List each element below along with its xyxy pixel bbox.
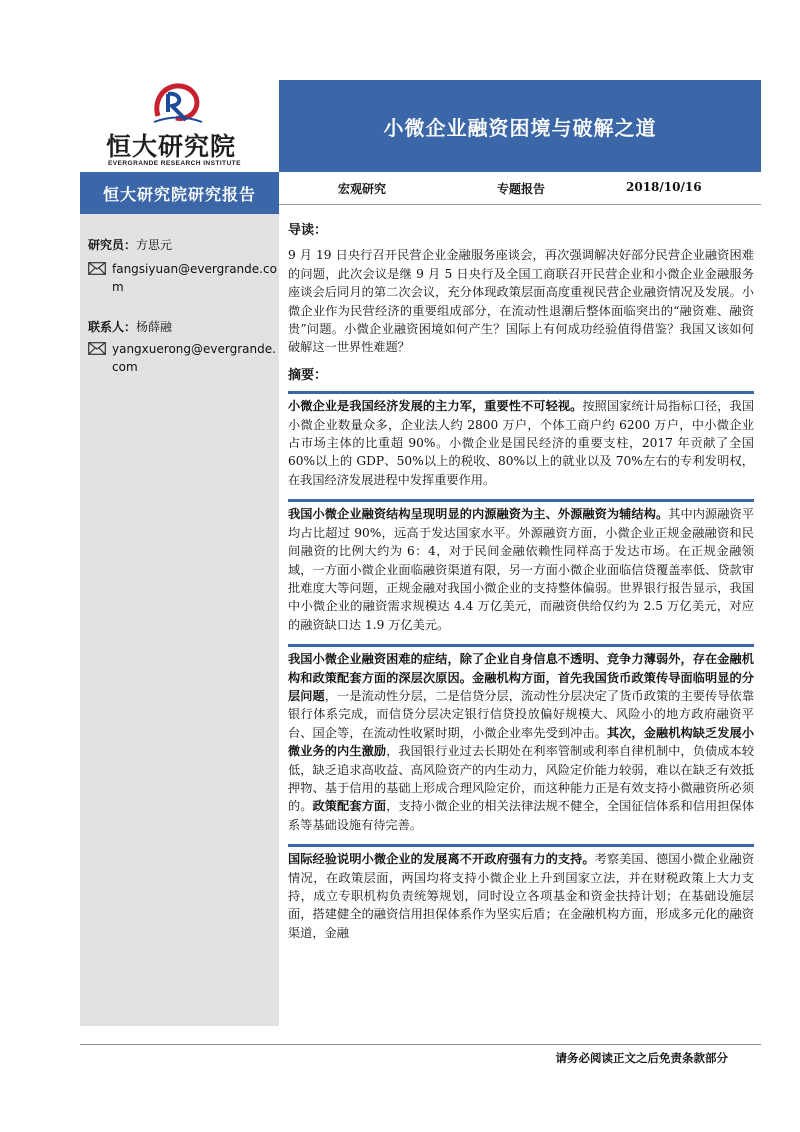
contact (88, 318, 172, 335)
main-content (288, 222, 754, 952)
section-text: 其中内源融资平均占比超过 90%，远高于发达国家水平。外源融资方面，小微企业正规金融融资和民间融资的比例大约为 6：4，对于民间金融依赖性同样高于发达市场。在正规金融领域，一方面小微企业面临融资渠道有限，另一方面小微企业面临信贷覆盖率低、贷款审批难度大等问题，正规金融对我国小微企业的支持整体偏弱。世界银行报告显示，我国中小微企业的融资需求规模达 4.4 万亿美元，而融资供给仅约为 2.5 万亿美元，对应的融资缺口达 1.9 万亿美元。 (288, 507, 755, 632)
logo-text: 恒大研究院 (106, 132, 237, 161)
mail-icon (88, 342, 106, 355)
section-text: ，一是流动性分层，二是信贷分层，流动性分层决定了货币政策的主要传导依靠银行体系完成，而信贷分层决定银行信贷投放偏好规模大、风险小的地方政府融资平台、国企等，在流动性收紧时期，小微企业率先受到冲击。 (288, 688, 755, 740)
section-lead: 其次，金融机构缺乏发展小微业务的内生激励 (288, 725, 755, 759)
section-text: 按照国家统计局指标口径，我国小微企业数量众多，企业法人约 2800 万户，个体工商户约 6200 万户，中小微企业占市场主体的比重超 90%。小微企业是国民经济的重要支柱，2017 年贡献了全国 60%以上的 GDP、50%以上的税收、80%以上的就业以及 70%左右的专利发明权，在我国经济发展进程中发挥重要作用。 (288, 399, 755, 487)
meta-date: 2018/10/16 (626, 180, 702, 194)
section-text: ，支持小微企业的相关法律法规不健全，全国征信体系和信用担保体系等基础设施有待完善。 (288, 799, 755, 832)
section-lead: 小微企业是我国经济发展的主力军，重要性不可轻视。 (288, 399, 583, 414)
researcher-name: 方思元 (136, 238, 173, 252)
sidebar-header (80, 172, 279, 214)
section-lead: 政策配套方面 (312, 799, 387, 814)
report-title: 小微企业融资困境与破解之道 (383, 115, 657, 140)
summary-section-3 (288, 644, 754, 834)
evergrande-logo-icon (150, 82, 206, 126)
divider (279, 204, 761, 205)
summary-heading: 摘要： (288, 367, 328, 383)
researcher (88, 236, 172, 253)
section-text: ，我国银行业过去长期处在利率管制或利率自律机制中，负债成本较低，缺乏追求高收益、高风险资产的内生动力，风险定价能力较弱，难以在缺乏有效抵押物、基于信用的基础上形成合理风险定价，而这种能力正是有效支持小微融资所必须的。 (288, 744, 755, 814)
section-bar (288, 391, 754, 394)
intro-heading: 导读： (288, 223, 328, 238)
meta-type: 专题报告 (497, 182, 546, 196)
researcher-label: 研究员： (88, 238, 137, 252)
summary-section-1 (288, 391, 754, 489)
section-lead: 国际经验说明小微企业的发展离不开政府强有力的支持。 (288, 852, 595, 867)
contact-name: 杨薛融 (136, 320, 173, 334)
sidebar (80, 214, 279, 1026)
footer-divider (80, 1044, 761, 1045)
contact-email[interactable] (88, 340, 278, 376)
researcher-email[interactable] (88, 260, 278, 296)
logo-subtext: EVERGRANDE RESEARCH INSTITUTE (108, 160, 241, 167)
meta-category: 宏观研究 (338, 182, 387, 196)
section-lead: 我国小微企业融资困难的症结，除了企业自身信息不透明、竞争力薄弱外，存在金融机构和政策配套方面的深层次原因。金融机构方面，首先我国货币政策传导面临明显的分层问题 (288, 652, 754, 703)
section-bar (288, 499, 754, 502)
section-bar (288, 844, 754, 847)
title-band (279, 80, 761, 172)
section-text: 考察美国、德国小微企业融资情况，在政策层面，两国均将支持小微企业上升到国家立法，并在财税政策上大力支持，成立专职机构负责统筹规划，同时设立各项基金和资金扶持计划；在基础设施层面，搭建健全的融资信用担保体系作为坚实后盾；在金融机构方面，形成多元化的融资渠道，金融 (288, 852, 755, 940)
summary-section-2 (288, 499, 754, 634)
intro-text: 9 月 19 日央行召开民营企业金融服务座谈会，再次强调解决好部分民营企业融资困难的问题，此次会议是继 9 月 5 日央行及全国工商联召开民营企业和小微企业金融服务座谈会后同月的第二次会议，充分体现政策层面高度重视民营企业融资情况及发展。小微企业作为民营经济的重要组成部分，在流动性退潮后整体面临突出的“融资难、融资贵”问题。小微企业融资困境如何产生？国际上有何成功经验值得借鉴？我国又该如何破解这一世界性难题？ (288, 248, 754, 355)
summary-section-4 (288, 844, 754, 942)
footer-disclaimer: 请务必阅读正文之后免责条款部分 (555, 1051, 728, 1065)
mail-icon (88, 262, 106, 275)
contact-email-address[interactable]: yangxuerong@evergrande.com (112, 342, 276, 374)
section-lead: 我国小微企业融资结构呈现明显的内源融资为主、外源融资为辅结构。 (288, 507, 669, 522)
logo (92, 82, 262, 172)
section-bar (288, 644, 754, 647)
sidebar-title: 恒大研究院研究报告 (102, 184, 256, 204)
researcher-email-address[interactable]: fangsiyuan@evergrande.com (112, 262, 277, 294)
contact-label: 联系人： (88, 320, 137, 334)
